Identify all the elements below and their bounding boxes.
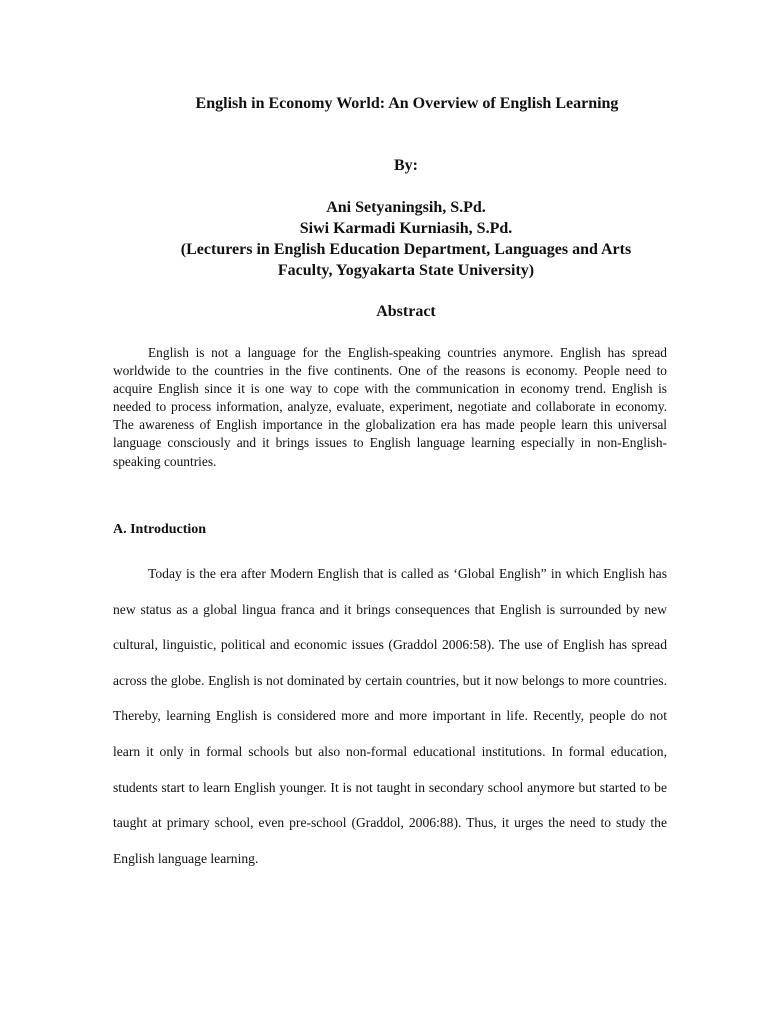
paper-title: English in Economy World: An Overview of English Learning: [195, 95, 619, 112]
author-affiliation-line-2: Faculty, Yogyakarta State University): [277, 262, 535, 279]
author-block: [140, 197, 672, 281]
section-heading-introduction: A. Introduction: [113, 522, 207, 537]
abstract-paragraph: English is not a language for the English-speaking countries anymore. English has spread worldwide to the countries in the five continents. One of the reasons is economy. People need to acquire English since it is one way to cope with the communication in economy trend. English is needed to process information, analyze, evaluate, experiment, negotiate and collaborate in economy. The awareness of English importance in the globalization era has made people learn this universal language consciously and it brings issues to English language learning especially in non-English-speaking countries.: [113, 345, 667, 469]
abstract-heading: Abstract: [376, 303, 436, 320]
by-label: By:: [394, 157, 418, 174]
author-affiliation-line-1: (Lecturers in English Education Department, Languages and Arts: [180, 241, 632, 258]
author-name-2: Siwi Karmadi Kurniasih, S.Pd.: [299, 220, 513, 237]
author-name-1: Ani Setyaningsih, S.Pd.: [326, 199, 486, 216]
introduction-paragraph: Today is the era after Modern English that is called as ‘Global English” in which English has new status as a global lingua franca and it brings consequences that English is surrounded by new cultural, linguistic, political and economic issues (Graddol 2006:58). The use of English has spread across the globe. English is not dominated by certain countries, but it now belongs to more countries. Thereby, learning English is considered more and more important in life. Recently, people do not learn it only in formal schools but also non-formal educational institutions. In formal education, students start to learn English younger. It is not taught in secondary school anymore but started to be taught at primary school, even pre-school (Graddol, 2006:88). Thus, it urges the need to study the English language learning.: [113, 566, 667, 866]
